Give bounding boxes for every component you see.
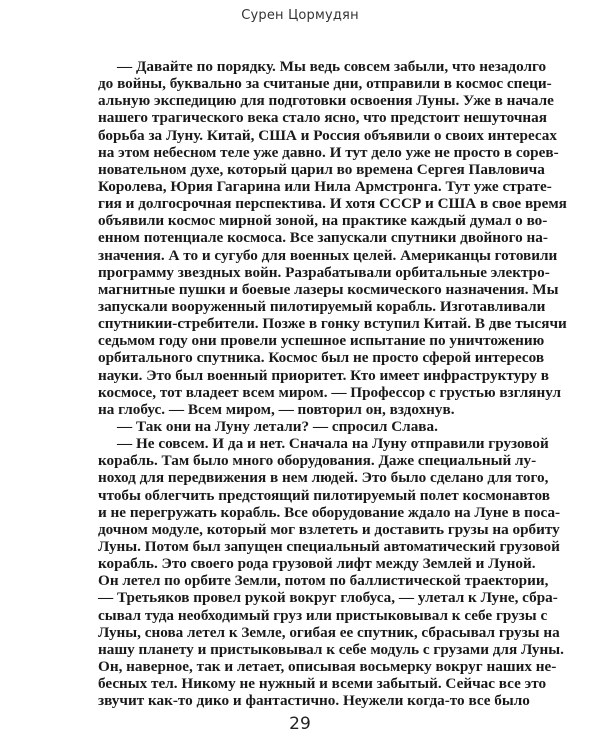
body-text [98,58,567,710]
text-line: бесных тел. Никому не нужный и всеми забытый. Сейчас все это [98,675,547,693]
text-line: альную экспедицию для подготовки освоения Луны. Уже в начале [98,92,554,110]
text-line: Он летел по орбите Земли, потом по баллистической траектории, [98,572,549,590]
text-line: на глобус. — Всем миром, — повторил он, вздохнув. [98,400,455,418]
text-line: седьмом году они провели успешное испытание по уничтожению [98,332,545,350]
text-line: науки. Это был военный приоритет. Кто имеет инфраструктуру в [98,366,550,384]
text-line: новательном духе, который царил во времена Сергея Павловича [98,160,545,178]
text-line: чтобы облегчить предстоящий пилотируемый полет космонавтов [98,486,550,504]
text-line: — Давайте по порядку. Мы ведь совсем забыли, что незадолго [117,58,547,75]
text-line: программу звездных войн. Разрабатывали орбитальные электро- [98,263,550,281]
text-line: енном потенциале космоса. Все запускали спутники двойного на- [98,229,548,247]
text-line: корабль. Это своего рода грузовой лифт между Землей и Луной. [98,555,536,573]
text-line: значения. А то и сугубо для военных целей. Американцы готовили [98,246,558,264]
text-line: борьба за Луну. Китай, США и Россия объявили о своих интересах [98,126,557,144]
running-header-author: Сурен Цормудян [241,8,359,23]
text-line: объявили космос мирной зоной, на практике каждый думал о во- [98,212,548,230]
text-line: до войны, буквально за считаные дни, отправили в космос специ- [98,75,552,93]
text-line: звучит как-то дико и фантастично. Неужели когда-то все было [98,692,530,710]
text-line: ноход для передвижения в нем людей. Это было сделано для того, [98,469,549,487]
text-line: — Так они на Луну летали? — спросил Слава. [117,417,438,435]
text-line: Королева, Юрия Гагарина или Нила Армстронга. Тут уже страте- [98,177,552,195]
text-line: Он, наверное, так и летает, описывая восьмерку вокруг наших не- [98,657,557,675]
text-line: — Не совсем. И да и нет. Сначала на Луну отправили грузовой [117,435,549,453]
text-line: нашу планету и пристыковывал к себе модуль с грузами для Луны. [98,640,564,658]
text-line: Луны. Потом был запущен специальный автоматический грузовой [98,537,560,555]
text-line: орбитального спутника. Космос был не просто сферой интересов [98,349,545,367]
text-line: дочном модуле, который мог взлететь и доставить грузы на орбиту [98,520,560,538]
page-number: 29 [289,714,311,734]
text-line: корабль. Там было много оборудования. Даже специальный лу- [98,452,537,470]
text-line: на этом небесном теле уже давно. И тут дело уже не просто в сорев- [98,143,559,161]
text-line: магнитные пушки и боевые лазеры космического назначения. Мы [98,280,559,298]
text-line: космосе, тот владеет всем миром. — Профессор с грустью взглянул [98,383,562,401]
text-line: Луны, снова летел к Земле, огибая ее спутник, сбрасывал грузы на [98,623,560,641]
text-line: и не перегружать корабль. Все оборудование ждало на Луне в поса- [98,503,561,521]
text-line: гия и долгосрочная перспектива. И хотя СССР и США в свое время [98,195,567,213]
text-line: запускали вооруженный пилотируемый корабль. Изготавливали [98,297,546,315]
text-line: — Третьяков провел рукой вокруг глобуса, — улетал к Луне, сбра- [98,589,558,607]
text-line: нашего трагического века стало ясно, что предстоит нешуточная [98,109,547,127]
text-line: спутникии-стребители. Позже в гонку вступил Китай. В две тысячи [98,315,567,333]
text-line: сывал туда необходимый груз или пристыковывал к себе грузы с [98,606,548,624]
